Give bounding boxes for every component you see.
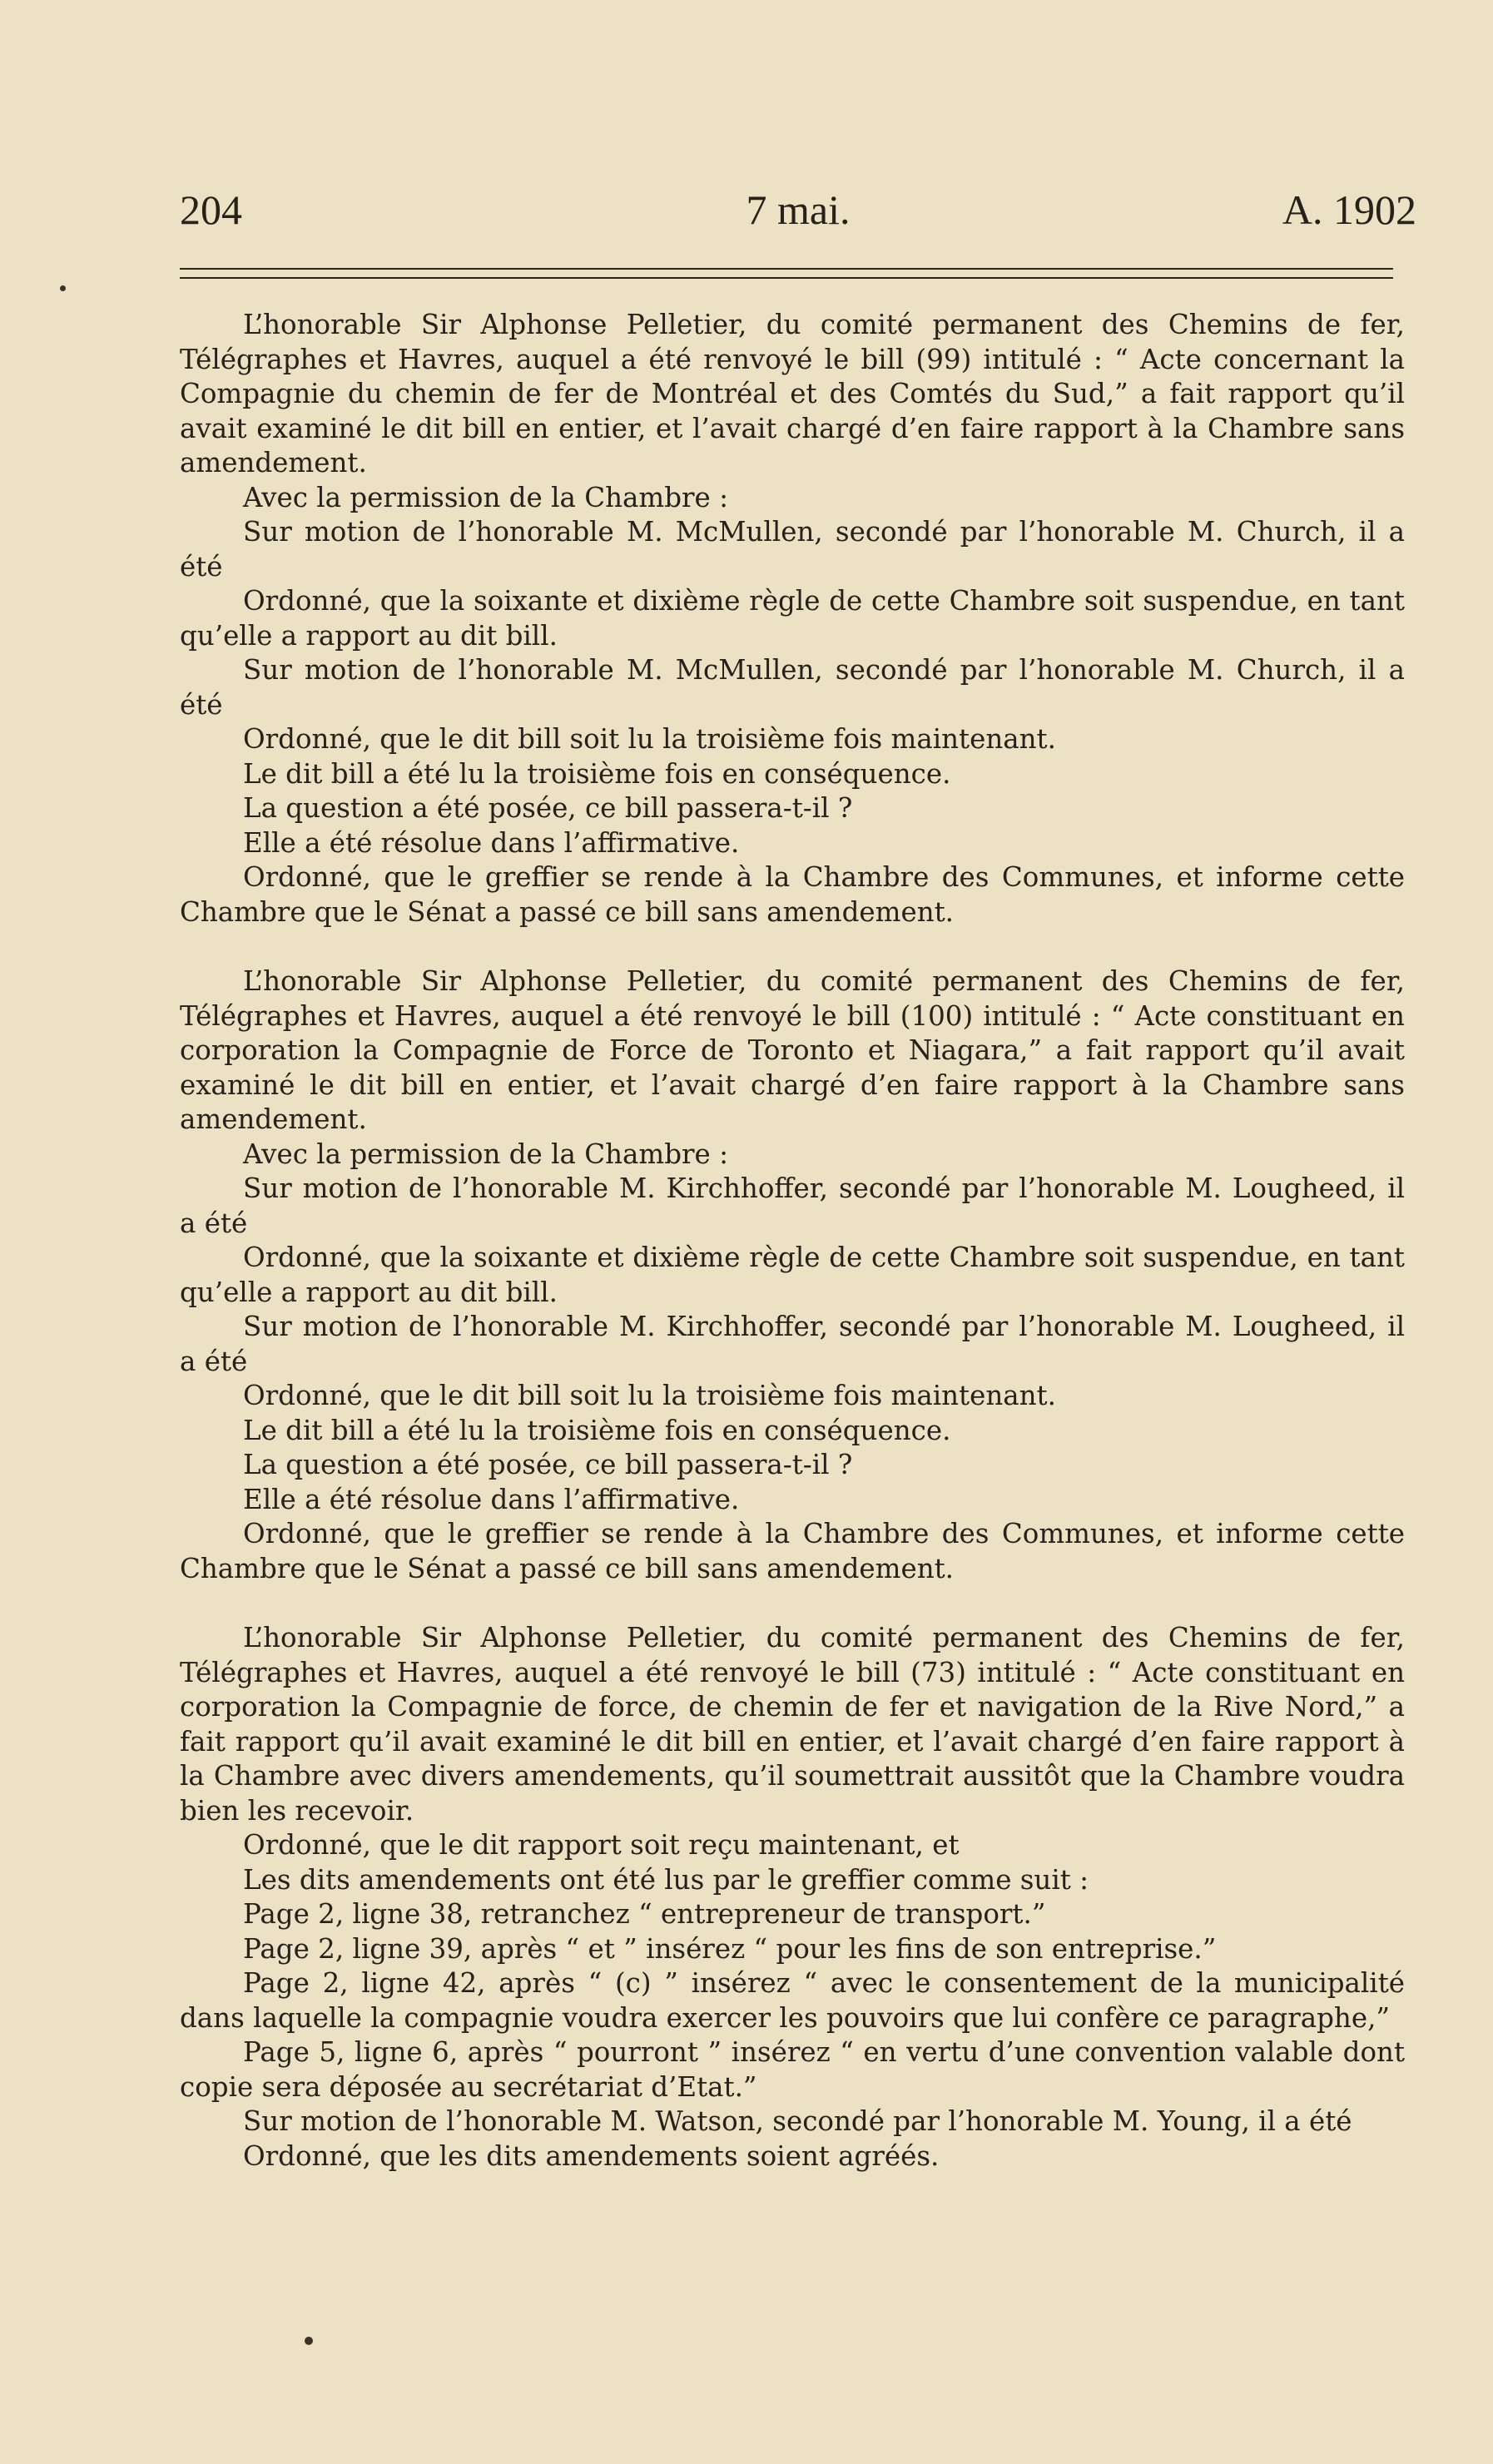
report-paragraph-bill-100: L’honorable Sir Alphonse Pelletier, du comité permanent des Chemins de fer, Télégraphes et Havres, auquel a été renvoyé le bill (100) intitulé : “ Acte constituant en corporation la Compagnie de Force de Toronto et Niagara,” a fait rapport qu’il avait examiné le dit bill en entier, et l’avait chargé d’en faire rapport à la Chambre sans amendement. — [180, 965, 1405, 1135]
session-year: A. 1902 — [1282, 186, 1416, 233]
header-rule-bottom — [180, 277, 1393, 279]
order-paragraph: Ordonné, que le dit bill soit lu la troisième fois maintenant. — [243, 723, 1056, 755]
amendment-item: Page 2, ligne 42, après “ (c) ” insérez “ avec le consentement de la municipalité dans laquelle la compagnie voudra exercer les pouvoirs que lui confère ce paragraphe,” — [180, 1967, 1405, 2034]
page-header — [180, 185, 1416, 235]
clerk-order-paragraph: Ordonné, que le greffier se rende à la Chambre des Communes, et informe cette Chambre que le Sénat a passé ce bill sans amendement. — [180, 1518, 1405, 1584]
resolution-paragraph: Elle a été résolue dans l’affirmative. — [243, 1483, 740, 1515]
reading-paragraph: Le dit bill a été lu la troisième fois en conséquence. — [243, 1414, 951, 1446]
page-number: 204 — [180, 186, 242, 233]
clerk-order-paragraph: Ordonné, que le greffier se rende à la Chambre des Communes, et informe cette Chambre que le Sénat a passé ce bill sans amendement. — [180, 861, 1405, 928]
amendments-read-paragraph: Les dits amendements ont été lus par le greffier comme suit : — [243, 1863, 1089, 1896]
motion-paragraph: Sur motion de l’honorable M. McMullen, secondé par l’honorable M. Church, il a été — [180, 516, 1405, 583]
order-paragraph: Ordonné, que le dit rapport soit reçu maintenant, et — [243, 1829, 960, 1861]
leave-of-house: Avec la permission de la Chambre : — [243, 1138, 729, 1170]
report-paragraph-bill-73: L’honorable Sir Alphonse Pelletier, du comité permanent des Chemins de fer, Télégraphes et Havres, auquel a été renvoyé le bill (73) intitulé : “ Acte constituant en corporation la Compagnie de force, de chemin de fer et navigation de la Rive Nord,” a fait rapport qu’il avait examiné le dit bill en entier, et l’avait chargé d’en faire rapport à la Chambre avec divers amendements, qu’il soumettrait aussitôt que la Chambre voudra bien les recevoir. — [180, 1622, 1405, 1827]
reading-paragraph: Le dit bill a été lu la troisième fois en conséquence. — [243, 757, 951, 790]
header-rule-top — [180, 268, 1393, 270]
amendment-item: Page 2, ligne 39, après “ et ” insérez “ pour les fins de son entreprise.” — [243, 1932, 1217, 1965]
leave-of-house: Avec la permission de la Chambre : — [243, 481, 729, 513]
motion-paragraph: Sur motion de l’honorable M. Watson, secondé par l’honorable M. Young, il a été — [243, 2105, 1352, 2137]
motion-paragraph: Sur motion de l’honorable M. McMullen, secondé par l’honorable M. Church, il a été — [180, 654, 1405, 721]
report-paragraph-bill-99: L’honorable Sir Alphonse Pelletier, du comité permanent des Chemins de fer, Télégraphes et Havres, auquel a été renvoyé le bill (99) intitulé : “ Acte concernant la Compagnie du chemin de fer de Montréal et des Comtés du Sud,” a fait rapport qu’il avait examiné le dit bill en entier, et l’avait chargé d’en faire rapport à la Chambre sans amendement. — [180, 309, 1405, 478]
question-paragraph: La question a été posée, ce bill passera-t-il ? — [243, 1449, 853, 1480]
order-paragraph: Ordonné, que la soixante et dixième règle de cette Chambre soit suspendue, en tant qu’elle a rapport au dit bill. — [180, 585, 1405, 652]
running-date: 7 mai. — [746, 186, 851, 233]
motion-paragraph: Sur motion de l’honorable M. Kirchhoffer, secondé par l’honorable M. Lougheed, il a été — [180, 1311, 1405, 1377]
question-paragraph: La question a été posée, ce bill passera-t-il ? — [243, 792, 853, 824]
order-paragraph: Ordonné, que les dits amendements soient agréés. — [243, 2139, 940, 2172]
amendment-item: Page 5, ligne 6, après “ pourront ” insérez “ en vertu d’une convention valable dont copie sera déposée au secrétariat d’Etat.” — [180, 2036, 1405, 2103]
motion-paragraph: Sur motion de l’honorable M. Kirchhoffer, secondé par l’honorable M. Lougheed, il a été — [180, 1173, 1405, 1239]
ink-speck — [305, 2337, 313, 2345]
paper-speck — [60, 285, 66, 291]
order-paragraph: Ordonné, que le dit bill soit lu la troisième fois maintenant. — [243, 1380, 1056, 1411]
amendment-item: Page 2, ligne 38, retranchez “ entrepreneur de transport.” — [243, 1898, 1046, 1930]
journal-body — [180, 308, 1405, 2174]
resolution-paragraph: Elle a été résolue dans l’affirmative. — [243, 826, 740, 859]
order-paragraph: Ordonné, que la soixante et dixième règle de cette Chambre soit suspendue, en tant qu’elle a rapport au dit bill. — [180, 1242, 1405, 1308]
